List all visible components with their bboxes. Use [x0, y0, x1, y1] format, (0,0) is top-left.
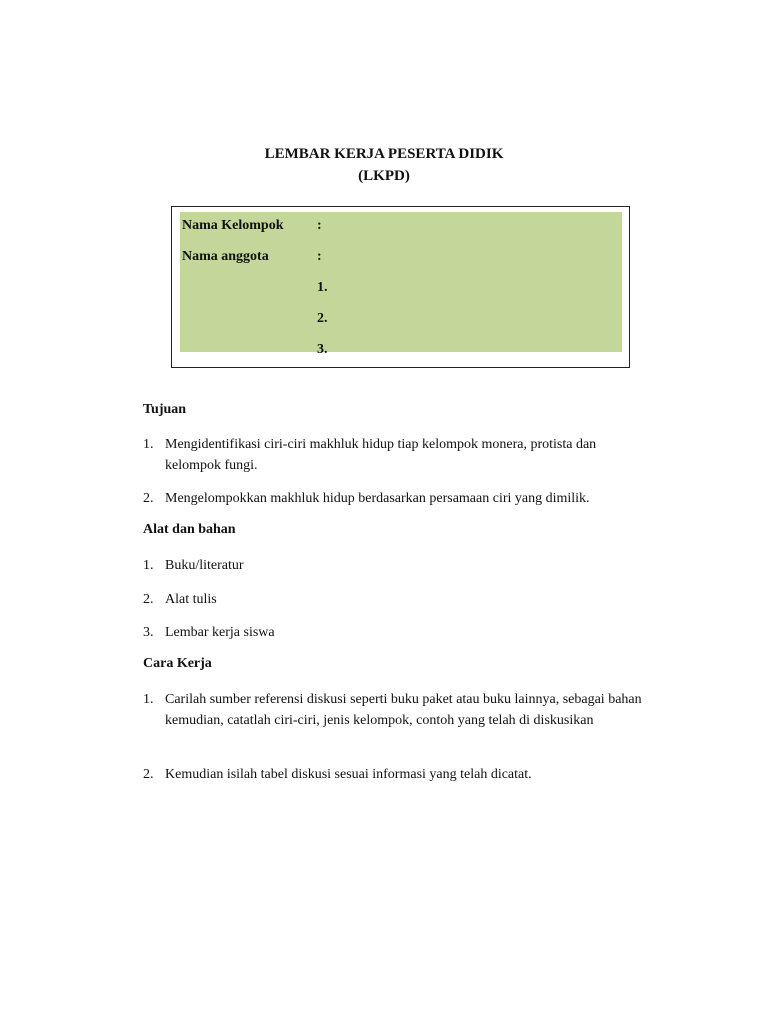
- list-item-text: Mengidentifikasi ciri-ciri makhluk hidup tiap kelompok monera, protista dan kelompok fungi.: [165, 437, 597, 473]
- members-label: Nama anggota: [182, 249, 269, 264]
- list-item-text: Lembar kerja siswa: [165, 625, 275, 640]
- list-item-text: Buku/literatur: [165, 558, 244, 573]
- identity-highlight: [180, 212, 622, 357]
- list-item-number: 1.: [143, 558, 154, 573]
- member-number: 2.: [317, 311, 328, 326]
- cara-kerja-heading: Cara Kerja: [143, 656, 212, 671]
- list-item-text: Mengelompokkan makhluk hidup berdasarkan persamaan ciri yang dimilik.: [165, 491, 590, 506]
- document-subtitle: (LKPD): [358, 168, 410, 184]
- document-title: LEMBAR KERJA PESERTA DIDIK: [264, 146, 504, 162]
- member-number: 1.: [317, 280, 328, 295]
- tujuan-heading: Tujuan: [143, 402, 187, 417]
- identity-box: [171, 206, 630, 368]
- group-name-colon: :: [317, 218, 322, 233]
- member-number: 3.: [317, 342, 328, 357]
- list-item-number: 1.: [143, 437, 154, 452]
- list-item-number: 2.: [143, 491, 154, 506]
- list-item-number: 2.: [143, 767, 154, 782]
- list-item-number: 1.: [143, 692, 154, 707]
- list-item-text: Carilah sumber referensi diskusi seperti buku paket atau buku lainnya, sebagai bahan kemudian, catatlah ciri-ciri, jenis kelompok, contoh yang telah di diskusikan: [165, 692, 642, 728]
- alat-heading: Alat dan bahan: [143, 522, 236, 537]
- list-item-text: Kemudian isilah tabel diskusi sesuai informasi yang telah dicatat.: [165, 767, 532, 782]
- list-item-text: Alat tulis: [165, 592, 217, 607]
- list-item-number: 2.: [143, 592, 154, 607]
- group-name-label: Nama Kelompok: [182, 218, 284, 233]
- members-colon: :: [317, 249, 322, 264]
- list-item-number: 3.: [143, 625, 154, 640]
